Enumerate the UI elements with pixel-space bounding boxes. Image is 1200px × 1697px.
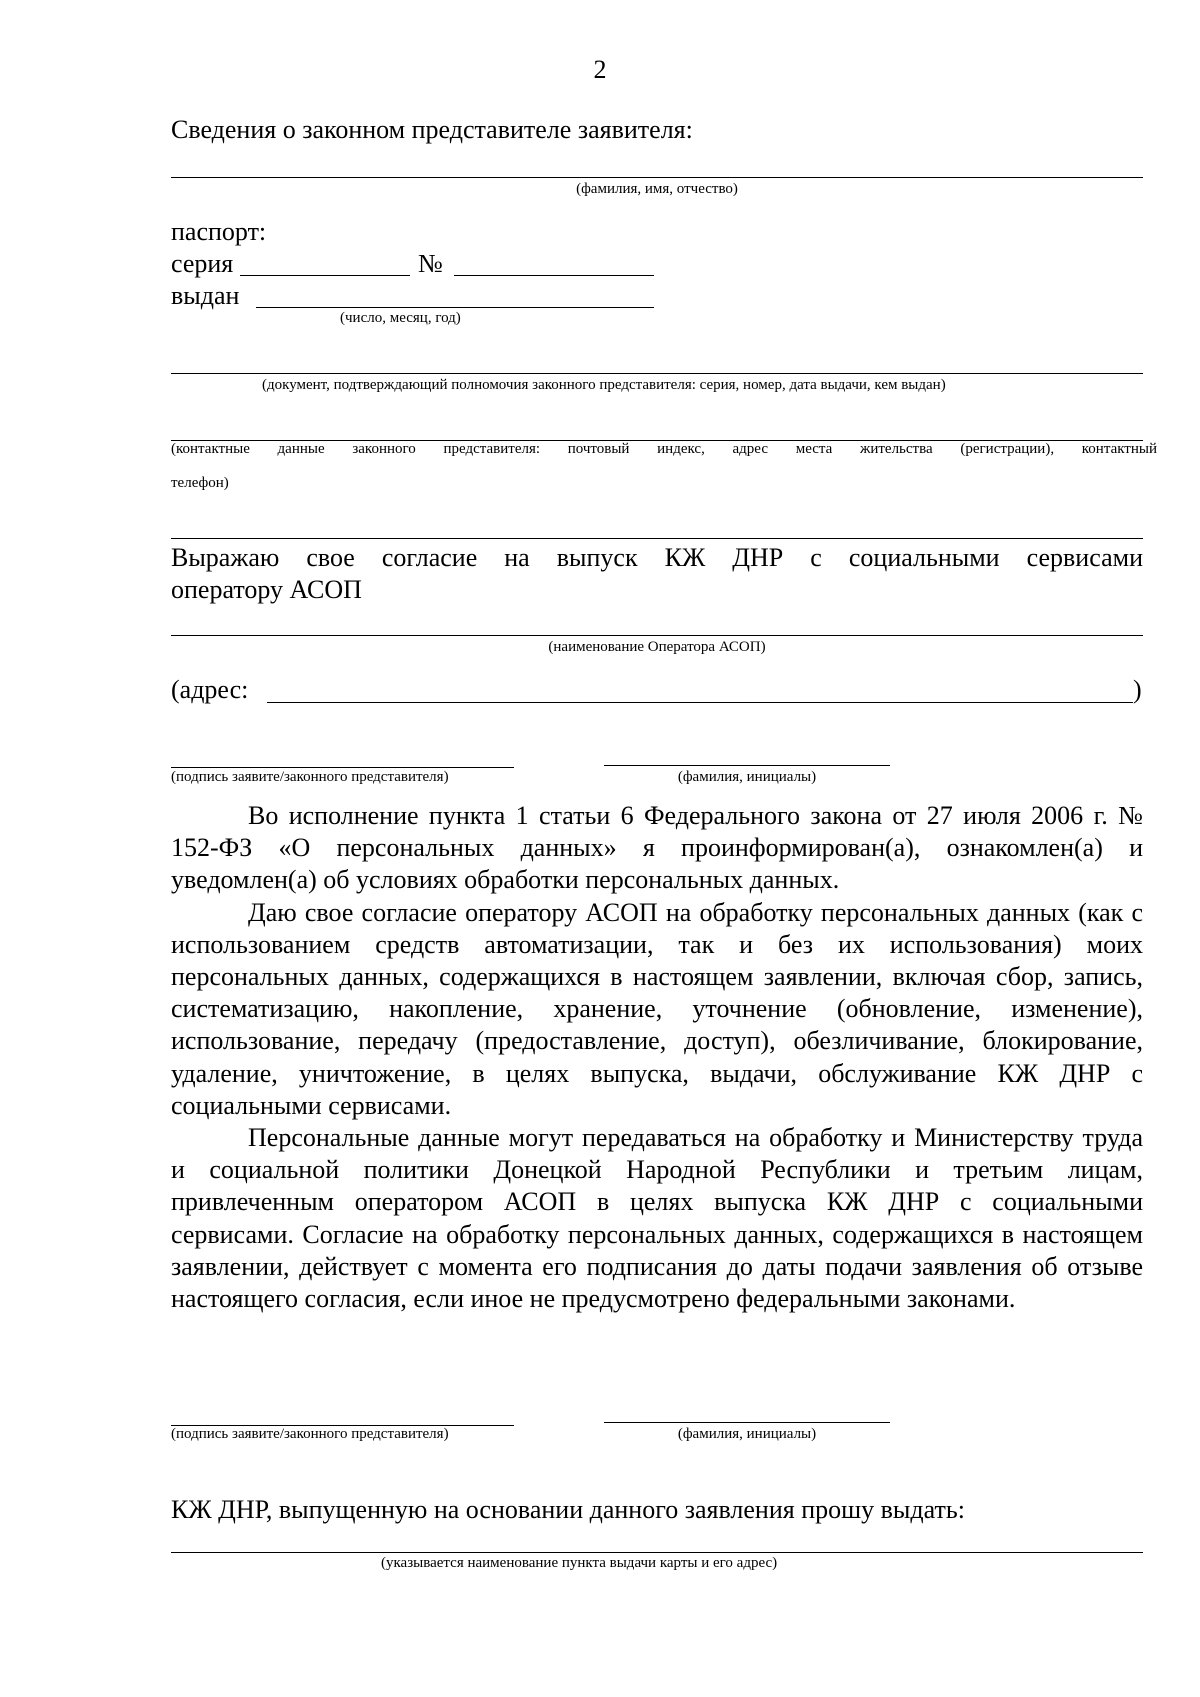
address-close-paren: ) bbox=[1133, 675, 1142, 704]
series-label: серия bbox=[171, 249, 234, 278]
name-line-1[interactable] bbox=[604, 765, 890, 766]
name-caption-1: (фамилия, инициалы) bbox=[677, 769, 817, 785]
pd-section bbox=[171, 800, 1143, 1315]
series-line[interactable] bbox=[240, 275, 410, 276]
operator-line[interactable] bbox=[171, 635, 1143, 636]
number-label: № bbox=[418, 249, 443, 278]
name-line-2[interactable] bbox=[604, 1422, 890, 1423]
signature-caption-2: (подпись заявите/законного представителя) bbox=[171, 1426, 449, 1442]
pd-paragraph-1: Во исполнение пункта 1 статьи 6 Федерального закона от 27 июля 2006 г. № 152-ФЗ «О персональных данных» я проинформирован(а), ознакомлен(а) и уведомлен(а) об условиях обработки персональных данных. bbox=[171, 801, 1143, 895]
contacts-caption-line1: (контактные данные законного представителя: почтовый индекс, адрес места жительства (регистрации), контактный bbox=[171, 441, 1157, 457]
issue-caption: (указывается наименование пункта выдачи карты и его адрес) bbox=[381, 1555, 778, 1571]
pd-paragraph-3: Персональные данные могут передаваться на обработку и Министерству труда и социальной политики Донецкой Народной Республики и третьим лицам, привлеченным оператором АСОП в целях выпуска КЖ ДНР с социальными сервисами. Согласие на обработку персональных данных, содержащихся в настоящем заявлении, действует с момента его подписания до даты подачи заявления об отзыве настоящего согласия, если иное не предусмотрено федеральными законами. bbox=[171, 1123, 1143, 1314]
issue-point-line[interactable] bbox=[171, 1552, 1143, 1553]
name-caption-2: (фамилия, инициалы) bbox=[677, 1426, 817, 1442]
pd-paragraph-2: Даю свое согласие оператору АСОП на обработку персональных данных (как с использованием средств автоматизации, так и без их использования) моих персональных данных, содержащихся в настоящем заявлении, включая сбор, запись, систематизацию, накопление, хранение, уточнение (обновление, изменение), использование, передачу (предоставление, доступ), обезличивание, блокирование, удаление, уничтожение, в целях выпуска, выдачи, обслуживание КЖ ДНР с социальными сервисами. bbox=[171, 897, 1143, 1120]
address-label: (адрес: bbox=[171, 675, 249, 704]
authority-doc-line[interactable] bbox=[171, 373, 1143, 374]
issued-date-line[interactable] bbox=[256, 307, 654, 308]
contacts-line-2[interactable] bbox=[171, 538, 1143, 539]
issue-text: КЖ ДНР, выпущенную на основании данного заявления прошу выдать: bbox=[171, 1495, 965, 1524]
signature-caption-1: (подпись заявите/законного представителя) bbox=[171, 769, 449, 785]
fio-caption: (фамилия, имя, отчество) bbox=[576, 181, 738, 197]
contacts-caption-line2: телефон) bbox=[171, 475, 229, 491]
issued-label: выдан bbox=[171, 281, 240, 310]
rep-heading: Сведения о законном представителе заявителя: bbox=[171, 115, 693, 144]
authority-doc-caption: (документ, подтверждающий полномочия законного представителя: серия, номер, дата выдачи, кем выдан) bbox=[262, 377, 946, 393]
fio-line[interactable] bbox=[171, 177, 1143, 178]
passport-label: паспорт: bbox=[171, 217, 267, 246]
number-line[interactable] bbox=[454, 275, 654, 276]
page-number: 2 bbox=[593, 55, 607, 84]
consent-text-line2: оператору АСОП bbox=[171, 575, 362, 604]
address-line[interactable] bbox=[267, 702, 1133, 703]
consent-text-line1: Выражаю свое согласие на выпуск КЖ ДНР с социальными сервисами bbox=[171, 543, 1143, 572]
operator-caption: (наименование Оператора АСОП) bbox=[548, 639, 766, 655]
date-caption: (число, месяц, год) bbox=[340, 310, 461, 326]
